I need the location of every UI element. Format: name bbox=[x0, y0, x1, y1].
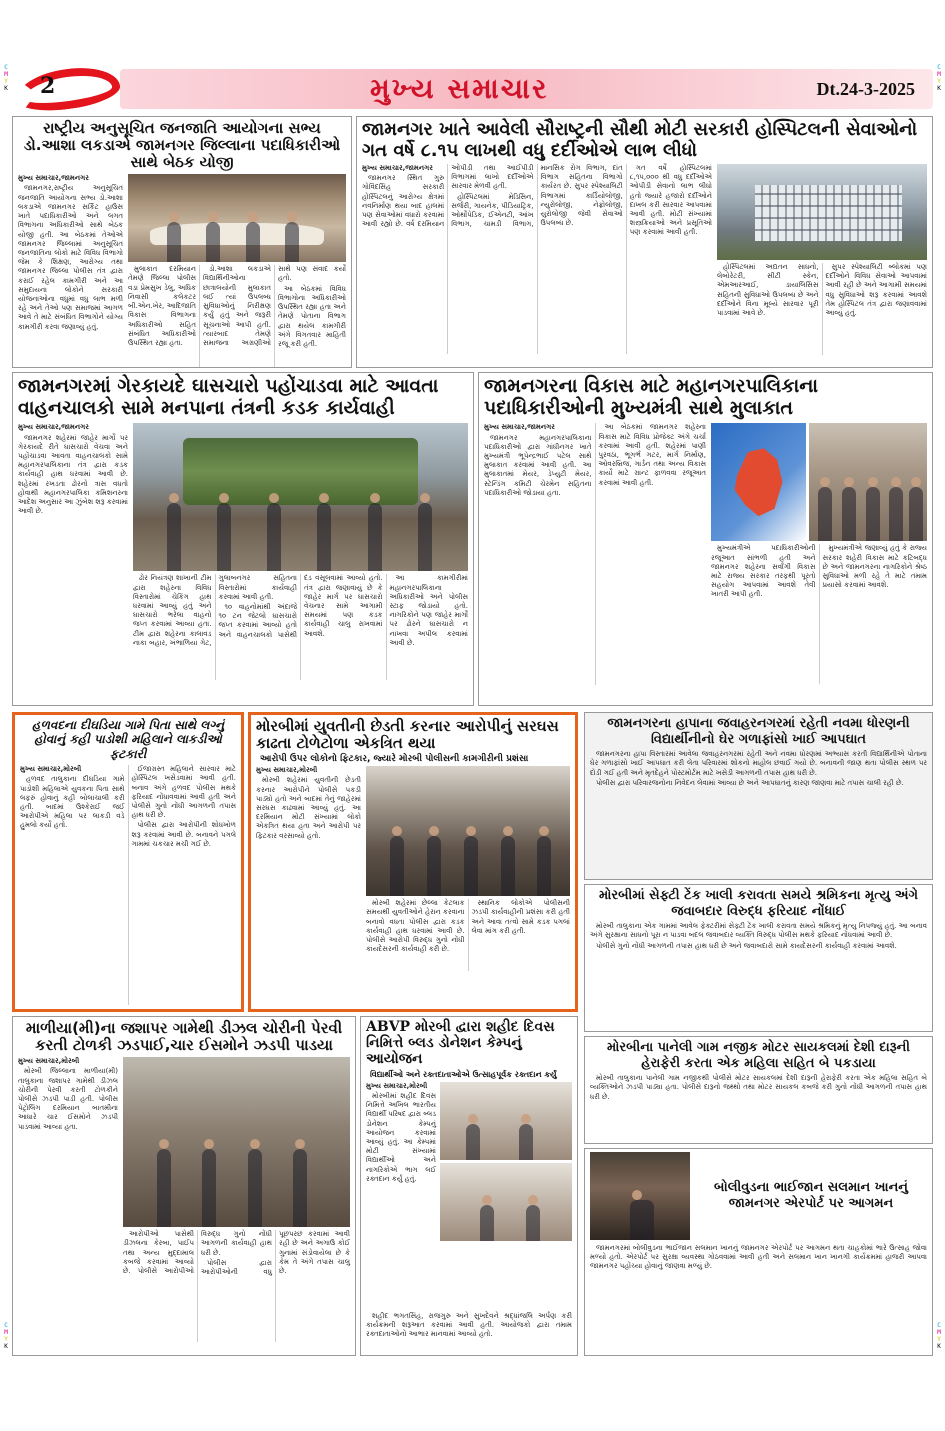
gujarat-map-photo bbox=[711, 423, 806, 541]
reg-c: C bbox=[937, 64, 941, 71]
accused-photo bbox=[123, 1057, 350, 1227]
paragraph: જામનગરમાં બોલીવુડના ભાઈજાન સલમાન ખાનનું જામનગર એરપોર્ટ પર આગમન થતા ચાહકોમાં ભારે ઉત્સાહ જોવા મળ્યો હતો. એરપોર્ટ પર સુરક્ષા વ્યવસ્થા ગોઠવવામાં આવી હતી અને સલમાન ખાન ખાનગી કાર્યક્રમમાં હાજરી આપવા જામનગર પહોંચ્યા હોવાનું જાણવા મળ્યું છે. bbox=[590, 1244, 927, 1271]
story-cm-meeting bbox=[478, 372, 933, 706]
dateline: મુખ્ય સમાચાર,મોરબી bbox=[20, 765, 82, 774]
person bbox=[466, 1124, 480, 1160]
reg-k: K bbox=[4, 1343, 8, 1350]
person bbox=[390, 836, 404, 896]
dateline: મુખ્ય સમાચાર,જામનગર bbox=[18, 423, 89, 432]
dateline: મુખ્ય સમાચાર,મોરબી bbox=[366, 1081, 428, 1090]
person bbox=[842, 487, 856, 541]
paragraph: મુખ્યમંત્રીએ જણાવ્યું હતું કે રાજ્ય સરકાર શહેરી વિકાસ માટે કટિબદ્ધ છે અને જામનગરના નાગરિકોને શ્રેષ્ઠ સુવિધાઓ મળી રહે તે માટે તમામ પ્રયાસો કરવામાં આવશે. bbox=[822, 544, 927, 590]
story-body bbox=[362, 164, 712, 354]
headline: બોલીવુડના ભાઈજાન સલમાન ખાનનું જામનગર એરપોર્ટ પર આગમન bbox=[714, 1180, 908, 1211]
story-body bbox=[590, 750, 927, 870]
meeting-photo bbox=[128, 174, 346, 262]
paragraph: ગત વર્ષે હોસ્પિટલમાં ૮,૧૫,૦૦૦ થી વધુ દર્દીઓએ ઓપીડી સેવાનો લાભ લીધો હતો જ્યારે હજારો દર્દીઓને દાખલ કરી સારવાર આપવામાં આવી હતી. મોટી સંખ્યામાં શસ્ત્રક્રિયાઓ અને પ્રસૂતિઓ પણ કરવામાં આવી હતી. bbox=[629, 164, 712, 237]
person bbox=[501, 836, 515, 896]
hospital-building bbox=[755, 185, 902, 241]
person bbox=[285, 222, 299, 262]
paragraph: મુલાકાત દરમિયાન તેમણે જિલ્લા પોલીસ વડા પ્રેમસુખ ડેલુ, અધિક નિવાસી કલેકટર બી.એન.ખેર, આદિજાતિ વિકાસ વિભાગના અધિકારીઓ સહિત સંબંધિત અધિકારીઓ ઉપસ્થિત રહ્યા હતા. bbox=[128, 265, 196, 347]
paragraph: જામનગર શહેરમાં જાહેર માર્ગો પર ગેરકાયદે રીતે ઘાસચારો વેચવા અને પહોંચાડવા આવતા વાહનચાલકો સામે મહાનગરપાલિકાના તંત્ર દ્વારા કડક કાર્યવાહી હાથ ધરવામાં આવી છે. શહેરમાં રખડતા ઢોરનો ત્રાસ વધતો હોવાથી મહાનગરપાલિકા કમિશનરના આદેશ અનુસાર આ ઝુંબેશ શરૂ કરવામાં આવી છે. bbox=[18, 433, 128, 516]
story-body-continued bbox=[123, 1230, 350, 1342]
story-body bbox=[366, 1082, 436, 1312]
paragraph: જામનગર,રાષ્ટ્રીય અનુસૂચિત જનજાતિ આયોગના સભ્ય ડો.આશા લકડાએ જામનગર સર્કિટ હાઉસ ખાતે પદાધિકારીઓ અને લગત વિભાગના અધિકારીઓ સાથે બેઠક યોજી હતી. આ બેઠકમાં તેઓએ જામનગર જિલ્લામાં અનુસૂચિત જનજાતિના લોકો માટે વિવિધ વિભાગો જેમ કે શિક્ષણ, આરોગ્ય તથા જામનગર જિલ્લા પોલીસ તંત્ર દ્વારા કરાઈ રહેલ કામગીરી અને આ સમુદાયના લોકોને સરકારી યોજનાઓના વધુમાં વધુ લાભ મળી રહે અને તેઓ પણ સમાજમાં આગળ આવે તે માટે સંબંધિત વિભાગોને યોગ્ય કામગીરી કરવા જણાવ્યું હતું. bbox=[18, 184, 123, 331]
story-body-continued bbox=[128, 265, 346, 368]
story-student-suicide bbox=[584, 712, 933, 880]
person bbox=[818, 487, 832, 541]
paragraph: મોરબી શહેરમાં છેલ્લા કેટલાક સમયથી યુવતીઓને હેરાન કરવાના બનાવો વધતા પોલીસ દ્વારા કડક કાર્યવાહી હાથ ધરવામાં આવી છે. પોલીસે આરોપી વિરુદ્ધ ગુનો નોંધી કાયદેસરની કાર્યવાહી કરી છે. bbox=[366, 899, 465, 954]
paragraph: સુપર સ્પેશ્યાલિટી બ્લોકમાં પણ દર્દીઓને વિવિધ સેવાઓ આપવામાં આવી રહી છે અને આગામી સમયમાં વધુ સુવિધાઓ શરૂ કરવામાં આવશે તેમ હોસ્પિટલ તંત્ર દ્વારા જણાવવામાં આવ્યું હતું. bbox=[825, 263, 927, 318]
masthead bbox=[12, 66, 933, 112]
paragraph: પોલીસે ગુનો નોંધી આગળની તપાસ હાથ ધરી છે અને જવાબદારો સામે કાયદેસરની કાર્યવાહી કરવામાં આવશે. bbox=[596, 941, 897, 950]
story-diesel-theft bbox=[12, 1016, 356, 1356]
reg-y: Y bbox=[4, 78, 8, 85]
paragraph: મોરબી તાલુકાના પાનેલી ગામ નજીકથી પોલીસે મોટર સાયકલમાં દેશી દારૂની હેરાફેરી કરતા એક મહિલા સહિત બે વ્યક્તિઓને ઝડપી પાડ્યા હતા. પોલીસે દારૂનો જથ્થો તથા મોટર સાયકલ કબજે કરી ગુનો નોંધી આગળની તપાસ હાથ ધરી છે. bbox=[590, 1074, 927, 1101]
person bbox=[246, 222, 260, 262]
story-tribal-commission bbox=[12, 116, 352, 368]
headline: રાષ્ટ્રીય અનુસૂચિત જનજાતિ આયોગના સભ્ય ડો.આશા લકડાએ જામનગર જિલ્લાના પદાધિકારીઓ સાથે બેઠક યોજી bbox=[23, 119, 341, 172]
reg-y: Y bbox=[4, 1336, 8, 1343]
person bbox=[519, 1124, 533, 1160]
paragraph: જામનગર મહાનગરપાલિકાના પદાધિકારીઓ દ્વારા ગાંધીનગર ખાતે મુખ્યમંત્રી ભૂપેન્દ્રભાઈ પટેલ સાથે મુલાકાત કરવામાં આવી હતી. આ મુલાકાતમાં મેયર, ડેપ્યુટી મેયર, સ્ટેન્ડિંગ કમિટી ચેરમેન સહિતના પદાધિકારીઓ જોડાયા હતા. bbox=[484, 433, 592, 497]
paragraph: મોરબી શહેરમાં યુવતીની છેડતી કરનાર આરોપીને પોલીસે પકડી પાડ્યો હતો અને બાદમાં તેનું જાહેરમાં સરઘસ કાઢવામાં આવ્યું હતું. આ દરમિયાન મોટી સંખ્યામાં લોકો એકત્રિત થયા હતા અને આરોપી પર ફિટકાર વરસાવ્યો હતો. bbox=[256, 776, 361, 840]
dateline: મુખ્ય સમાચાર,મોરબી bbox=[256, 766, 318, 775]
paragraph: જામનગર સ્થિત ગુરુ ગોવિંદસિંહ સરકારી હોસ્પિટલનું આરોગ્ય ક્ષેત્રમાં નવનિર્માણ થયા બાદ હાલમાં પણ સેવાઓમાં વધારો કરવામાં આવી રહ્યો છે. વર્ષ દરમિયાન ઓપીડી તથા આઈપીડી વિભાગમાં લાખો દર્દીઓએ સારવાર મેળવી હતી. bbox=[362, 164, 534, 229]
edition-date: Dt.24-3-2025 bbox=[816, 78, 915, 99]
story-body bbox=[18, 174, 123, 368]
person bbox=[866, 487, 880, 541]
paragraph: જામનગરના હાપા વિસ્તારમાં આવેલા જવાહરનગરમાં રહેતી અને નવમા ધોરણમાં અભ્યાસ કરતી વિદ્યાર્થિનીએ પોતાના ઘેર ગળાફાંસો ખાઈ આપઘાત કરી લેતા પરિવારમાં શોકનો માહોલ છવાઈ ગયો છે. બનાવની જાણ થતા પોલીસ સ્થળ પર દોડી ગઈ હતી અને મૃતદેહને પોસ્ટમોર્ટમ માટે ખસેડી આગળની તપાસ હાથ ધરી છે. bbox=[590, 750, 927, 777]
page-logo bbox=[12, 67, 120, 111]
reg-m: M bbox=[4, 71, 8, 78]
story-body bbox=[484, 423, 706, 685]
story-halvad-assault bbox=[12, 712, 244, 1012]
paragraph: શહીદ ભગતસિંહ, રાજગુરુ અને સુખદેવને શ્રદ્ધાંજલિ અર્પણ કરી કાર્યક્રમની શરૂઆત કરવામાં આવી હતી. આયોજકો દ્વારા તમામ રક્તદાતાઓનો આભાર માનવામાં આવ્યો હતો. bbox=[366, 1311, 572, 1339]
paragraph: ૧૦ વાહનોમાંથી અંદાજે ૧૦ ટન જેટલો ઘાસચારો જપ્ત કરવામાં આવ્યો હતો અને વાહનચાલકો પાસેથી દંડ વસૂલવામાં આવ્યો હતો. તંત્ર દ્વારા જણાવાયું છે કે જાહેર માર્ગ પર ઘાસચારો વેચનાર સામે આગામી સમયમાં પણ કડક કાર્યવાહી ચાલુ રાખવામાં આવશે. bbox=[218, 574, 383, 639]
paragraph: હોસ્પિટલમાં અદ્યતન સાધનો, લેબોરેટરી, સીટી સ્કેન, એમઆરઆઈ, ડાયાલિસિસ સહિતની સુવિધાઓ ઉપલબ્ધ છે અને દર્દીઓને વિના મૂલ્યે સારવાર પૂરી પાડવામાં આવે છે. bbox=[717, 263, 819, 318]
story-body bbox=[590, 1074, 927, 1134]
section-title: મુખ્ય સમાચાર bbox=[370, 72, 549, 105]
story-body bbox=[590, 1244, 927, 1344]
headline: જામનગરના વિકાસ માટે મહાનગરપાલિકાના પદાધિકારીઓની મુખ્યમંત્રી સાથે મુલાકાત bbox=[484, 375, 819, 419]
paragraph: આ બેઠકમાં વિવિધ વિભાગોના અધિકારીઓ ઉપસ્થિત રહ્યા હતા અને તેમણે પોતાના વિભાગ દ્વારા થયેલ કામગીરી અંગે વિગતવાર માહિતી રજૂ કરી હતી. bbox=[278, 284, 346, 348]
headline: ABVP મોરબી દ્વારા શહીદ દિવસ નિમિત્તે બ્લડ ડોનેશન કેમ્પનું આયોજન bbox=[366, 1019, 555, 1067]
story-body bbox=[18, 1057, 118, 1343]
story-daru-arrest bbox=[584, 1036, 933, 1144]
headline: જામનગર ખાતે આવેલી સૌરાષ્ટ્રની સૌથી મોટી સરકારી હોસ્પિટલની સેવાઓનો ગત વર્ષે ૮.૧૫ લાખથી વધુ દર્દીઓએ લાભ લીધો bbox=[362, 119, 918, 161]
paragraph: આ બેઠકમાં જામનગર શહેરના વિકાસ માટે વિવિધ પ્રોજેક્ટ અંગે ચર્ચા કરવામાં આવી હતી. શહેરમાં પાણી પુરવઠા, ભૂગર્ભ ગટર, માર્ગ નિર્માણ, ઓવરબ્રિજ, ગાર્ડન તથા અન્ય વિકાસ કાર્યો માટે ગ્રાન્ટ ફાળવવા રજૂઆત કરવામાં આવી હતી. bbox=[598, 423, 706, 487]
paragraph: હોસ્પિટલમાં મેડિસિન, સર્જરી, ગાયનેક, પીડિયાટ્રિક, ઓર્થોપેડિક, ઈએનટી, આંખ વિભાગ, ચામડી વિભાગ, માનસિક રોગ વિભાગ, દાંત વિભાગ સહિતના વિભાગો કાર્યરત છે. સુપર સ્પેશ્યાલિટી વિભાગમાં કાર્ડિયોલોજી, ન્યુરોલોજી, નેફ્રોલોજી, યુરોલોજી જેવી સેવાઓ ઉપલબ્ધ છે. bbox=[451, 164, 623, 229]
reg-y: Y bbox=[937, 1336, 941, 1343]
reg-m: M bbox=[937, 71, 941, 78]
fodder-vehicle-photo bbox=[133, 423, 468, 571]
headline: જામનગરમાં ગેરકાયદે ઘાસચારો પહોંચાડવા માટે આવતા વાહનચાલકો સામે મનપાના તંત્રની કડક કાર્યવાહી bbox=[18, 375, 439, 419]
person bbox=[157, 1149, 171, 1227]
registration-marks-right-bottom bbox=[935, 1322, 943, 1350]
story-body bbox=[590, 922, 927, 1022]
headline: હળવદના દીઘડિયા ગામે પિતા સાથે લગ્નું હોવાનું કહી પાડોશી મહિલાને લાકડીઓ ફટકારી bbox=[31, 718, 225, 761]
person bbox=[317, 503, 331, 571]
logo-swoosh-icon bbox=[14, 62, 123, 116]
section-banner bbox=[120, 69, 933, 109]
person bbox=[526, 1205, 540, 1241]
reg-y: Y bbox=[937, 78, 941, 85]
paragraph: મોરબી તાલુકાના એક ગામમાં આવેલ ફેક્ટરીમાં સેફ્ટી ટેંક ખાલી કરાવતા સમયે શ્રમિકનું મૃત્યુ નિપજ્યું હતું. આ બનાવ અંગે સુરક્ષાના સાધનો પૂરા ન પાડવા બદલ જવાબદાર વ્યક્તિ વિરુદ્ધ પોલીસ મથકે ફરિયાદ નોંધવામાં આવી છે. bbox=[590, 922, 927, 940]
salman-khan-photo bbox=[590, 1152, 690, 1240]
reg-k: K bbox=[4, 85, 8, 92]
reg-k: K bbox=[937, 85, 941, 92]
person bbox=[217, 503, 231, 571]
person bbox=[889, 487, 903, 541]
headline: મોરબીમાં સેફ્ટી ટેંક ખાલી કરાવતા સમયે શ્રમિકના મૃત્યુ અંગે જવાબદાર વિરુદ્ધ ફરિયાદ નોંધાઈ bbox=[598, 888, 919, 919]
subheadline: આરોપી ઉપર લોકોનો ફિટકાર, જ્યારે મોરબી પોલીસની કામગીરીની પ્રશંસા bbox=[260, 754, 529, 765]
reg-k: K bbox=[937, 1343, 941, 1350]
person bbox=[537, 836, 551, 896]
story-body bbox=[256, 766, 361, 971]
registration-marks-left-bottom bbox=[2, 1322, 10, 1350]
paragraph: આરોપીઓ પાસેથી ડીઝલના કેરબા, પાઈપ તથા અન્ય મુદ્દામાલ કબજે કરવામાં આવ્યો છે. પોલીસે આરોપીઓ વિરુદ્ધ ગુનો નોંધી આગળની કાર્યવાહી હાથ ધરી છે. bbox=[123, 1230, 272, 1275]
paragraph: મોરબી જિલ્લાના માળીયા(મી) તાલુકાના જશાપર ગામેથી ડીઝલ ચોરીની પેરવી કરતી ટોળકીને પોલીસે ઝડપી પાડી હતી. પોલીસ પેટ્રોલિંગ દરમિયાન બાતમીના આધારે ચાર ઈસમોને ઝડપી પાડવામાં આવ્યા હતા. bbox=[18, 1067, 118, 1131]
person bbox=[368, 503, 382, 571]
headline: મોરબીના પાનેલી ગામ નજીક મોટર સાયકલમાં દેશી દારૂની હેરાફેરી કરતા એક મહિલા સહિત બે પકડાયા bbox=[606, 1040, 911, 1071]
story-fodder-action bbox=[12, 372, 474, 706]
reg-m: M bbox=[4, 1329, 8, 1336]
blood-camp-photo-2 bbox=[440, 1163, 572, 1241]
paragraph: પોલીસ દ્વારા પરિવારજનોના નિવેદન લેવામાં આવ્યા છે અને આપઘાતનું કારણ જાણવા માટે તપાસ ચાલી રહી છે. bbox=[596, 778, 904, 787]
paragraph: ઢોર નિયંત્રણ શાખાની ટીમ દ્વારા શહેરના વિવિધ વિસ્તારોમાં ચેકિંગ હાથ ધરવામાં આવ્યું હતું અને ઘાસચારો ભરેલા વાહનો જપ્ત કરવામાં આવ્યા હતા. ટીમ દ્વારા શહેરના કાલાવડ નાકા બહાર, ખંભાળિયા ગેટ, ગુલાબનગર સહિતના વિસ્તારોમાં કાર્યવાહી કરવામાં આવી હતી. bbox=[133, 574, 297, 647]
paragraph: પોલીસ દ્વારા આરોપીઓની વધુ પૂછપરછ કરવામાં આવી રહી છે અને અગાઉ કોઈ ગુનામાં સંડોવાયેલા છે કે કેમ તે અંગે તપાસ ચાલુ છે. bbox=[201, 1230, 350, 1276]
person bbox=[248, 1149, 262, 1227]
headline: જામનગરના હાપાના જવાહરનગરમાં રહેતી નવમા ધોરણની વિદ્યાર્થીનીનો ઘેર ગળાફાંસો ખાઈ આપઘાત bbox=[607, 716, 910, 747]
person bbox=[464, 836, 478, 896]
person bbox=[206, 222, 220, 262]
person bbox=[267, 503, 281, 571]
person bbox=[909, 487, 923, 541]
blood-camp-photo-1 bbox=[440, 1082, 572, 1160]
person bbox=[167, 222, 181, 262]
paragraph: મોરબીમાં શહીદ દિવસ નિમિત્તે અખિલ ભારતીય વિદ્યાર્થી પરિષદ દ્વારા બ્લડ ડોનેશન કેમ્પનું આયોજન કરવામાં આવ્યું હતું. આ કેમ્પમાં મોટી સંખ્યામાં વિદ્યાર્થીઓ અને નાગરિકોએ ભાગ લઈ રક્તદાન કર્યું હતું. bbox=[366, 1092, 436, 1183]
fodder-truck bbox=[183, 438, 418, 505]
paragraph: સ્થાનિક લોકોએ પોલીસની ઝડપી કાર્યવાહીની પ્રશંસા કરી હતી અને આવા તત્વો સામે કડક પગલાં લેવા માંગ કરી હતી. bbox=[471, 899, 570, 935]
paragraph: હળવદ તાલુકાના દીઘડિયા ગામે પાડોશી મહિલાએ યુવકના પિતા સાથે લફરું હોવાનું કહી બોલાચાલી કરી હતી. બાદમાં ઉશ્કેરાઈ જઈ આરોપીએ મહિલા પર લાકડી વડે હુમલો કર્યો હતો. bbox=[20, 775, 125, 830]
paragraph: પોલીસ દ્વારા આરોપીની શોધખોળ શરૂ કરવામાં આવી છે. બનાવને પગલે ગામમાં ચકચાર મચી ગઈ છે. bbox=[131, 821, 236, 848]
person bbox=[293, 1149, 307, 1227]
reg-c: C bbox=[937, 1322, 941, 1329]
person bbox=[630, 1200, 654, 1240]
story-body-continued bbox=[717, 263, 927, 355]
story-body bbox=[18, 423, 128, 681]
story-abvp-blood-camp bbox=[360, 1016, 578, 1356]
story-body bbox=[20, 765, 236, 1005]
map-shape bbox=[732, 445, 785, 521]
cm-meeting-photo bbox=[809, 423, 927, 541]
procession-photo bbox=[366, 766, 570, 896]
paragraph: મુખ્યમંત્રીએ પદાધિકારીઓની રજૂઆત સાંભળી હતી અને જામનગર શહેરના સર્વાંગી વિકાસ માટે રાજ્ય સરકાર તરફથી પૂરતો સહયોગ આપવામાં આવશે તેવી ખાતરી આપી હતી. bbox=[711, 544, 816, 599]
story-hospital bbox=[356, 116, 933, 368]
headline: માળીયા(મી)ના જશાપર ગામેથી ડીઝલ ચોરીની પેરવી કરતી ટોળકી ઝડપાઈ,ચાર ઈસમોને ઝડપી પાડયા bbox=[25, 1019, 343, 1055]
person bbox=[480, 1205, 494, 1241]
registration-marks-right bbox=[935, 64, 943, 92]
story-salman-khan bbox=[584, 1148, 933, 1356]
story-body-continued bbox=[366, 1312, 572, 1356]
subheadline: વિદ્યાર્થીઓ અને રક્તદાતાઓએ ઉત્સાહપૂર્વક રક્તદાન કર્યું bbox=[370, 1069, 557, 1079]
story-body-continued bbox=[711, 544, 927, 684]
person bbox=[167, 503, 181, 571]
story-body-continued bbox=[366, 899, 570, 971]
story-morbi-accused bbox=[248, 712, 578, 1012]
person bbox=[202, 1149, 216, 1227]
person bbox=[427, 836, 441, 896]
dateline: મુખ્ય સમાચાર,જામનગર bbox=[18, 174, 89, 183]
reg-m: M bbox=[937, 1329, 941, 1336]
dateline: મુખ્ય સમાચાર,જામનગર bbox=[362, 164, 433, 173]
paragraph: આ કામગીરીમાં મહાનગરપાલિકાના અધિકારીઓ અને પોલીસ સ્ટાફ જોડાયો હતો. નાગરિકોને પણ જાહેર માર્ગો પર ઢોરને ઘાસચારો ન નાખવા અપીલ કરવામાં આવી છે. bbox=[389, 574, 468, 647]
registration-marks-left bbox=[2, 64, 10, 92]
person bbox=[418, 503, 432, 571]
headline: મોરબીમાં યુવતીની છેડતી કરનાર આરોપીનું સરઘસ કાઢતા ટોળેટોળા એકત્રિત થયા bbox=[256, 717, 559, 753]
reg-c: C bbox=[4, 64, 8, 71]
dateline: મુખ્ય સમાચાર,જામનગર bbox=[484, 423, 555, 432]
paragraph: ઈજાગ્રસ્ત મહિલાને સારવાર માટે હોસ્પિટલ ખસેડવામાં આવી હતી. બનાવ અંગે હળવદ પોલીસ મથકે ફરિયાદ નોંધાવવામાં આવી હતી અને પોલીસે ગુનો નોંધી આગળની તપાસ હાથ ધરી છે. bbox=[131, 765, 236, 820]
hospital-building-photo bbox=[717, 164, 927, 260]
paragraph: ડો.આશા લકડાએ વિદ્યાર્થિનીઓના છાત્રાલયોની મુલાકાત લઈ ત્યાં ઉપલબ્ધ સુવિધાઓનું નિરીક્ષણ કર્યું હતું અને જરૂરી સૂચનાઓ આપી હતી. ત્યારબાદ તેમણે સમાજના અગ્રણીઓ સાથે પણ સંવાદ કર્યો હતો. bbox=[203, 265, 346, 347]
story-tank-worker bbox=[584, 884, 933, 1032]
reg-c: C bbox=[4, 1322, 8, 1329]
story-body-continued bbox=[133, 574, 468, 680]
dateline: મુખ્ય સમાચાર,મોરબી bbox=[18, 1057, 80, 1066]
page-number: 2 bbox=[40, 73, 56, 99]
